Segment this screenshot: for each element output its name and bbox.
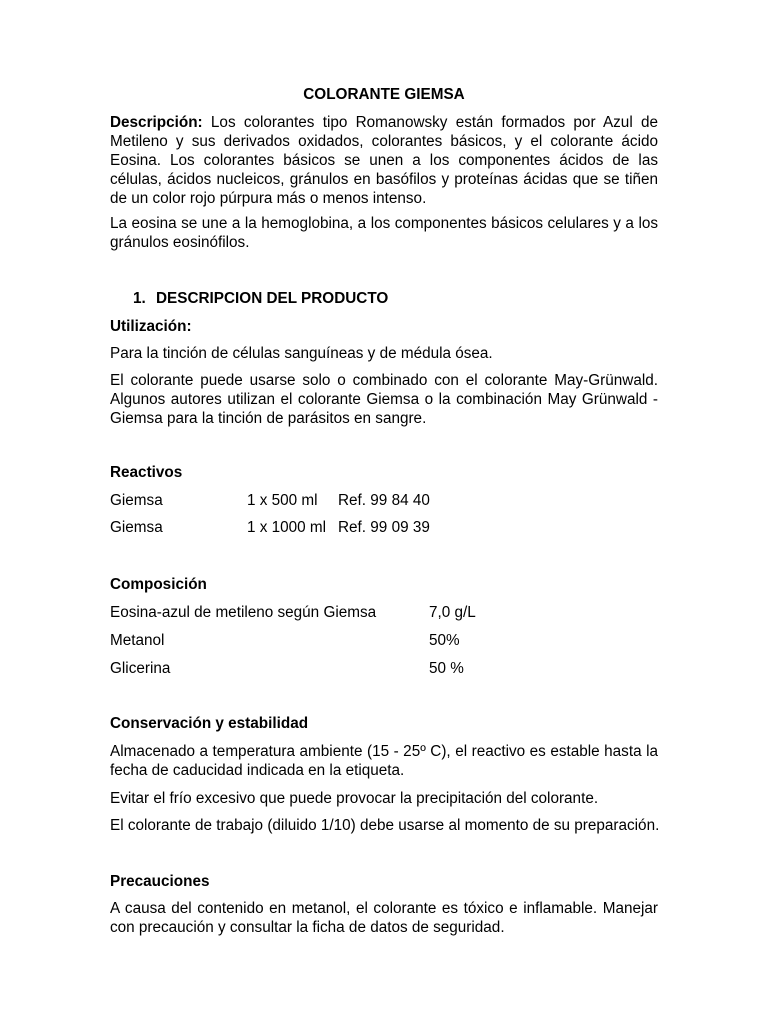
utilizacion-paragraph-2: El colorante puede usarse solo o combinado con el colorante May-Grünwald. Algunos autores utilizan el colorante Giemsa o la combinación May Grünwald - Giemsa para la tinción de parásitos en sangre. [110,372,658,427]
reactivo-row [110,518,658,537]
composicion-name: Metanol [110,632,165,649]
conservacion-paragraph-3: El colorante de trabajo (diluido 1/10) debe usarse al momento de su preparación. [110,817,660,834]
composicion-row [110,631,658,650]
reactivo-ref: Ref. 99 84 40 [338,492,430,509]
eosina-paragraph: La eosina se une a la hemoglobina, a los componentes básicos celulares y a los gránulos eosinófilos. [110,215,658,251]
composicion-value: 7,0 g/L [429,604,476,621]
description-paragraph [110,113,658,208]
section-1-title: DESCRIPCION DEL PRODUCTO [156,290,389,307]
description-text: Los colorantes tipo Romanowsky están formados por Azul de Metileno y sus derivados oxidados, colorantes básicos, y el colorante ácido Eosina. Los colorantes básicos se unen a los componentes ácidos de las células, ácidos nucleicos, gránulos en basófilos y proteínas ácidas que se tiñen de un color rojo púrpura más o menos intenso. [110,114,658,207]
composicion-heading: Composición [110,576,207,593]
composicion-row [110,659,658,678]
composicion-row [110,603,658,622]
description-label: Descripción: [110,114,203,131]
precauciones-heading: Precauciones [110,873,210,890]
reactivo-row [110,491,658,510]
reactivo-name: Giemsa [110,492,163,509]
conservacion-paragraph-1: Almacenado a temperatura ambiente (15 - 25º C), el reactivo es estable hasta la fecha de caducidad indicada en la etiqueta. [110,743,658,779]
reactivo-ref: Ref. 99 09 39 [338,519,430,536]
reactivo-qty: 1 x 1000 ml [247,519,327,536]
section-1-heading [133,289,633,308]
composicion-value: 50% [429,632,460,649]
section-1-number: 1. [133,290,146,307]
utilizacion-heading: Utilización: [110,318,192,335]
conservacion-paragraph-2: Evitar el frío excesivo que puede provocar la precipitación del colorante. [110,790,599,807]
composicion-name: Eosina-azul de metileno según Giemsa [110,604,377,621]
utilizacion-paragraph-1: Para la tinción de células sanguíneas y de médula ósea. [110,345,493,362]
reactivo-qty: 1 x 500 ml [247,492,318,509]
reactivo-name: Giemsa [110,519,163,536]
composicion-value: 50 % [429,660,464,677]
precauciones-paragraph: A causa del contenido en metanol, el colorante es tóxico e inflamable. Manejar con precaución y consultar la ficha de datos de seguridad. [110,900,658,936]
reactivos-heading: Reactivos [110,464,183,481]
composicion-name: Glicerina [110,660,171,677]
document-title: COLORANTE GIEMSA [303,86,465,103]
conservacion-heading: Conservación y estabilidad [110,715,309,732]
